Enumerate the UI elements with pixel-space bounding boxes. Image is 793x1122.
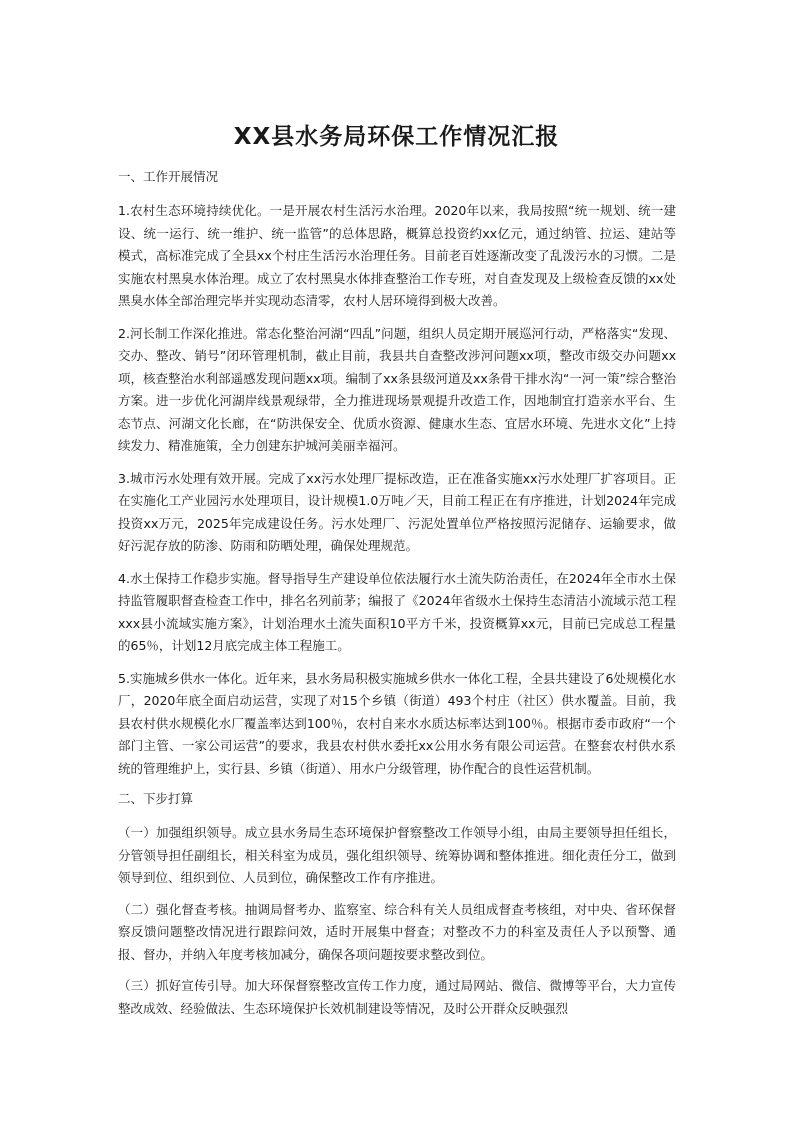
document-body <box>118 168 676 1029</box>
document-title: XX县水务局环保工作情况汇报 <box>233 124 560 150</box>
paragraph-publicity: （三）抓好宣传引导。加大环保督察整改宣传工作力度，通过局网站、微信、微博等平台，大力宣传整改成效、经验做法、生态环境保护长效机制建设等情况，及时公开群众反映强烈 <box>118 978 676 1016</box>
section-heading-2: 二、下步打算 <box>118 791 194 806</box>
section-heading-1: 一、工作开展情况 <box>118 169 219 184</box>
paragraph-water-supply: 5.实施城乡供水一体化。近年来，县水务局积极实施城乡供水一体化工程，全县共建设了6处规模化水厂，2020年底全面启动运营，实现了对15个乡镇（街道）493个村庄（社区）供水覆盖。目前，我县农村供水规模化水厂覆盖率达到100％，农村自来水水质达标率达到100％。根据市委市政府“一个部门主管、一家公司运营”的要求，我县农村供水委托xx公用水务有限公司运营。在整套农村供水系统的管理维护上，实行县、乡镇（街道）、用水户分级管理，协作配合的良性运营机制。 <box>118 670 676 776</box>
paragraph-urban-sewage: 3.城市污水处理有效开展。完成了xx污水处理厂提标改造，正在准备实施xx污水处理厂扩容项目。正在实施化工产业园污水处理项目，设计规模1.0万吨／天，目前工程正在有序推进，计划2024年完成投资xx万元，2025年完成建设任务。污水处理厂、污泥处置单位严格按照污泥储存、运输要求，做好污泥存放的防渗、防雨和防晒处理，确保处理规范。 <box>118 470 676 553</box>
paragraph-organization: （一）加强组织领导。成立县水务局生态环境保护督察整改工作领导小组，由局主要领导担任组长，分管领导担任副组长，相关科室为成员，强化组织领导、统筹协调和整体推进。细化责任分工，做到领导到位、组织到位、人员到位，确保整改工作有序推进。 <box>118 825 676 885</box>
paragraph-river-chief: 2.河长制工作深化推进。常态化整治河湖“四乱”问题，组织人员定期开展巡河行动，严格落实“发现、交办、整改、销号”闭环管理机制，截止目前，我县共自查整改涉河问题xx项，整改市级交办问题xx项，核查整治水利部遥感发现问题xx项。编制了xx条县级河道及xx条骨干排水沟“一河一策”综合整治方案。进一步优化河湖岸线景观绿带，全力推进现场景观提升改造工作，因地制宜打造亲水平台、生态节点、河湖文化长廊，在“防洪保安全、优质水资源、健康水生态、宜居水环境、先进水文化”上持续发力、精准施策，全力创建东护城河美丽幸福河。 <box>118 325 676 453</box>
paragraph-soil-conservation: 4.水土保持工作稳步实施。督导指导生产建设单位依法履行水土流失防治责任，在2024年全市水土保持监管履职督查检查工作中，排名名列前茅；编报了《2024年省级水土保持生态清洁小流域示范工程xxx县小流域实施方案》，计划治理水土流失面积10平方千米，投资概算xx元，目前已完成总工程量的65％，计划12月底完成主体工程施工。 <box>118 570 676 653</box>
paragraph-supervision: （二）强化督查考核。抽调局督考办、监察室、综合科有关人员组成督查考核组，对中央、省环保督察反馈问题整改情况进行跟踪问效，适时开展集中督查；对整改不力的科室及责任人予以预警、通报、督办，并纳入年度考核加减分，确保各项问题按要求整改到位。 <box>118 901 676 962</box>
paragraph-rural-environment: 1.农村生态环境持续优化。一是开展农村生活污水治理。2020年以来，我局按照“统一规划、统一建设、统一运行、统一维护、统一监管”的总体思路，概算总投资约xx亿元，通过纳管、拉运、建站等模式，高标准完成了全县xx个村庄生活污水治理任务。目前老百姓逐渐改变了乱泼污水的习惯。二是实施农村黑臭水体治理。成立了农村黑臭水体排查整治工作专班，对自查发现及上级检查反馈的xx处黑臭水体全部治理完毕并实现动态清零，农村人居环境得到极大改善。 <box>118 203 676 308</box>
